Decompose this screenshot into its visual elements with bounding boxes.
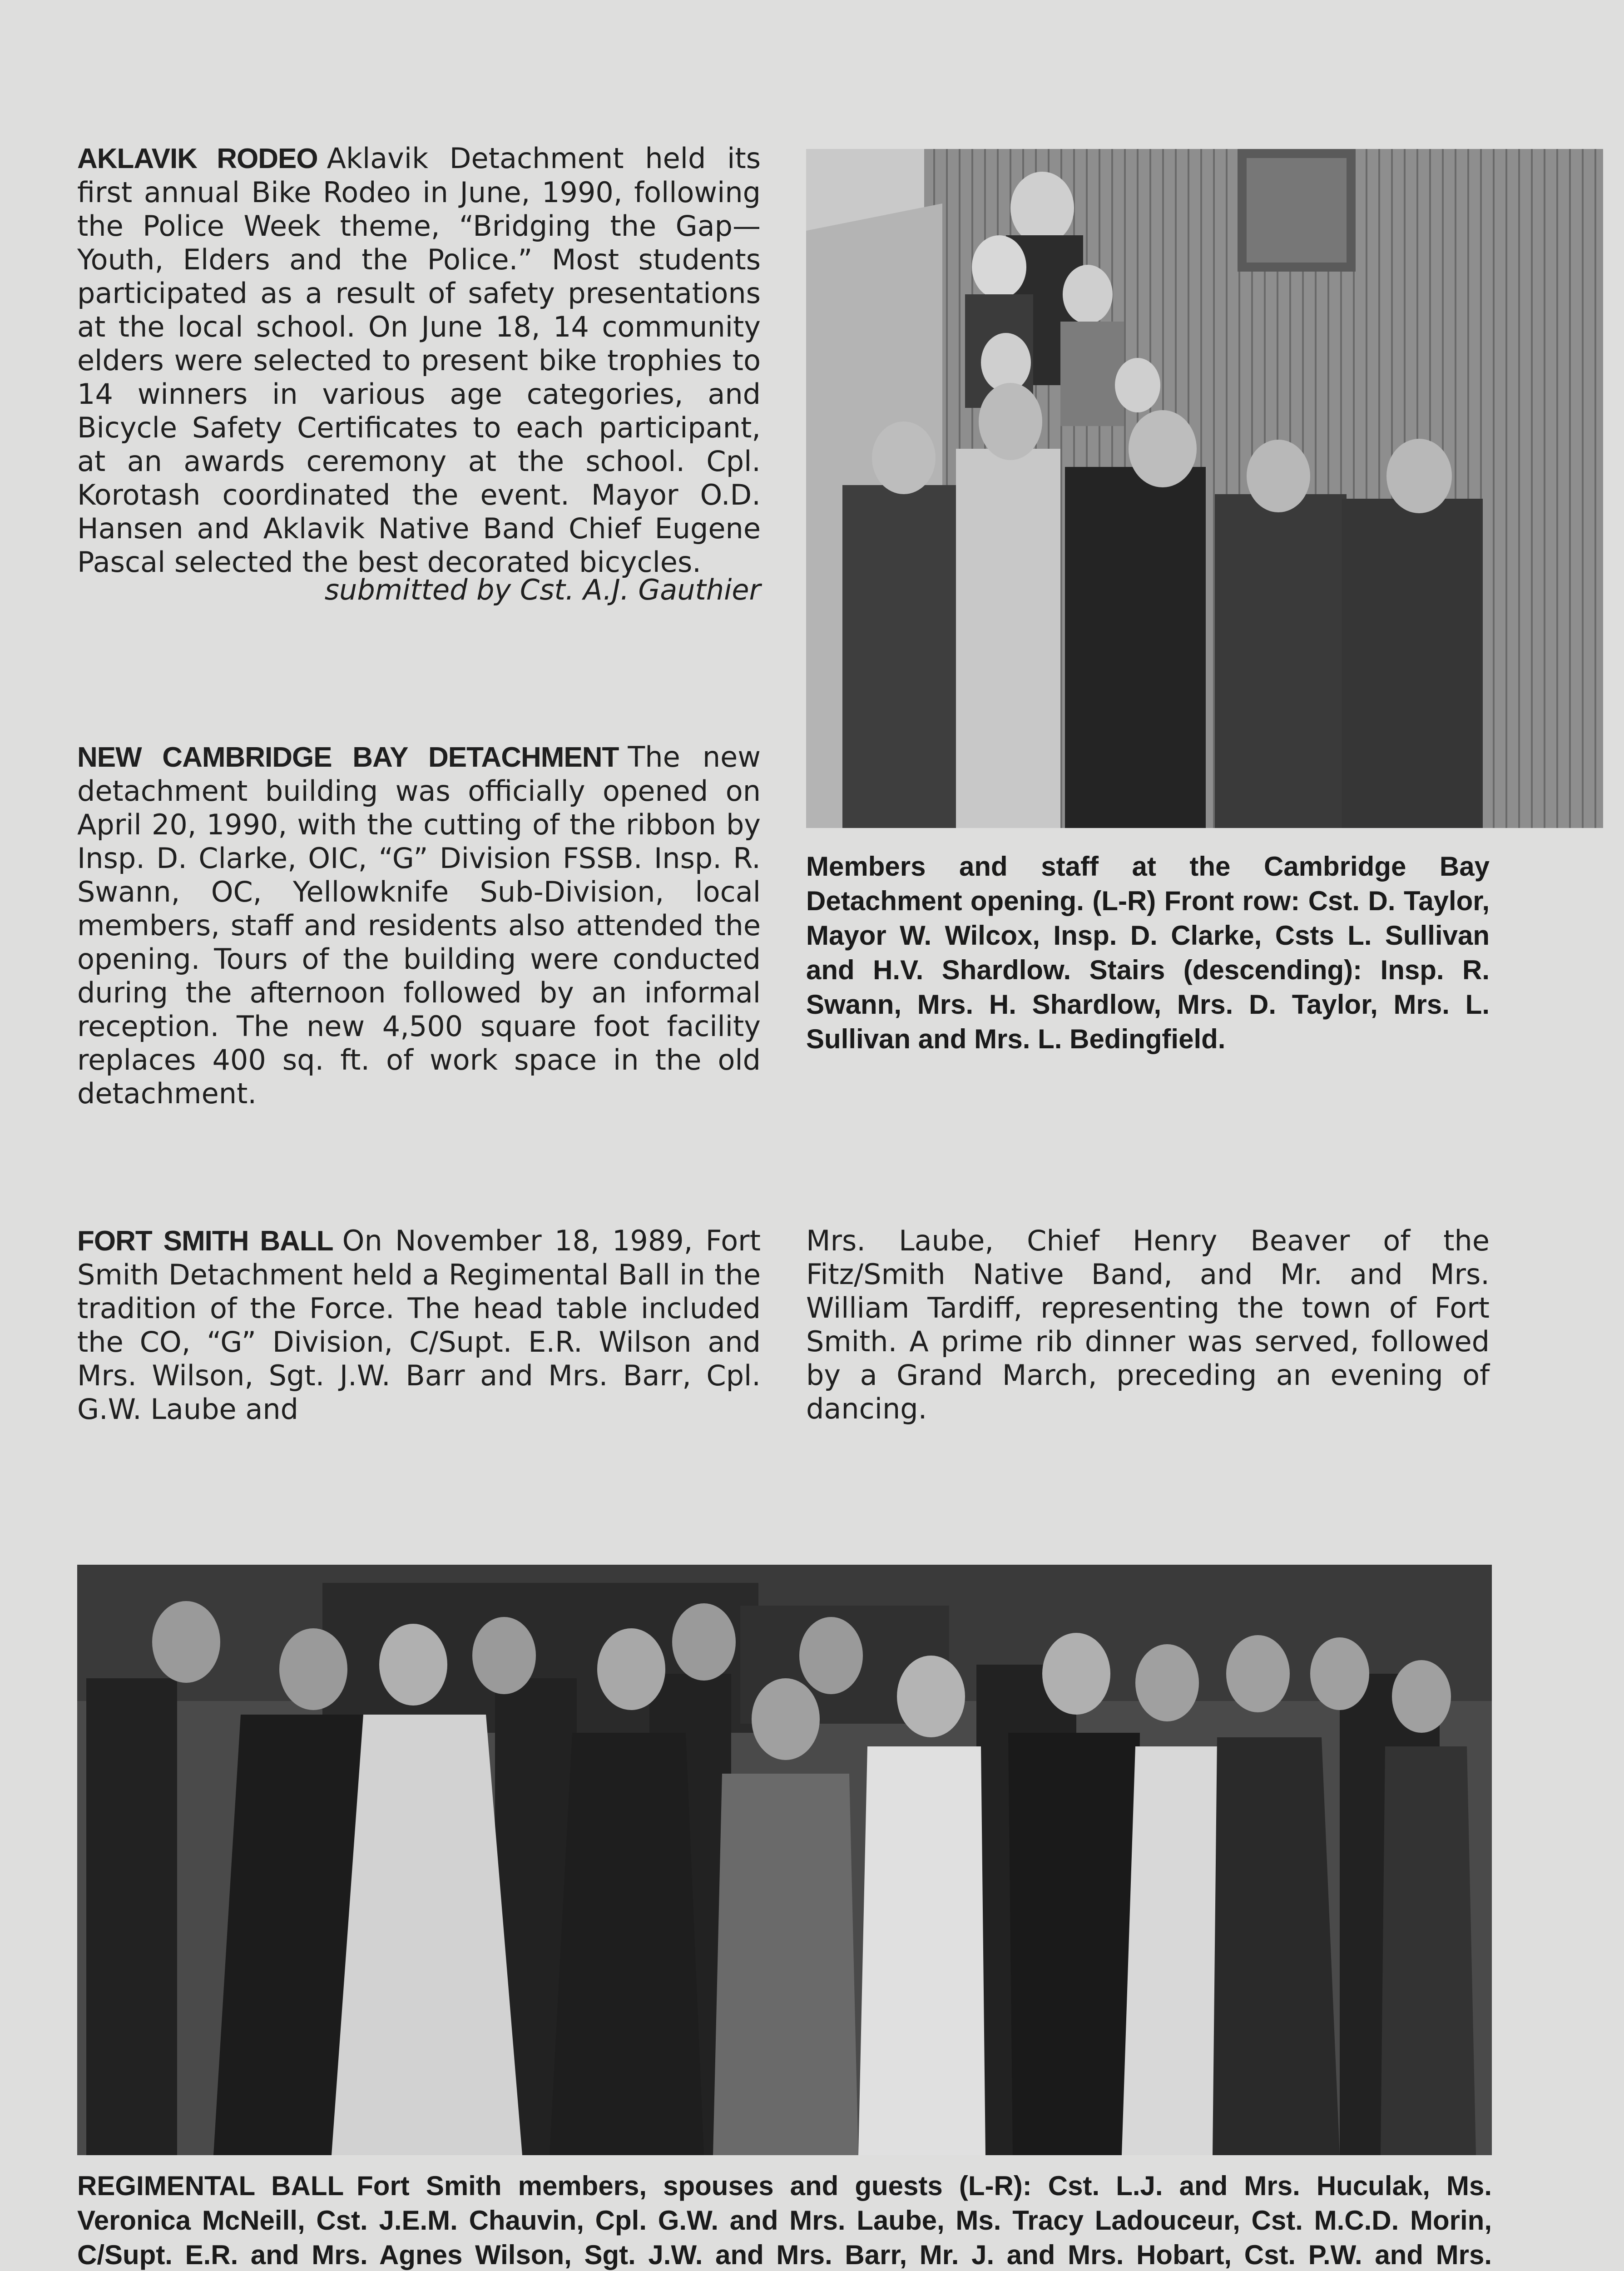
caption-body: Fort Smith members, spouses and guests (L-R): Cst. L.J. and Mrs. Huculak, Ms. Veronica McNeill, Cst. J.E.M. Chauvin, Cpl. G.W. and Mrs. Laube, Ms. Tracy Ladouceur, Cst. M.C.D. Morin, C/Supt. E.R. and Mrs. Agnes Wilson, Sgt. J.W. and Mrs. Barr, Mr. J. and Mrs. Hobart, Cst. P.W. and Mrs. <box>77 2171 1492 2270</box>
caption-headline: REGIMENTAL BALL <box>77 2171 344 2201</box>
article-body: Aklavik Detachment held its first annual Bike Rodeo in June, 1990, following the Police Week theme, “Bridging the Gap—Youth, Elders and the Police.” Most students participated as a result of safety presentations at the local school. On June 18, 14 community elders were selected to present bike trophies to 14 winners in various age categories, and Bicycle Safety Certificates to each participant, at an awards ceremony at the school. Cpl. Korotash coordinated the event. Mayor O.D. Hansen and Aklavik Native Band Chief Eugene Pascal selected the best decorated bicycles. <box>77 142 761 579</box>
article-body: On November 18, 1989, Fort Smith Detachment held a Regimental Ball in the tradition of the Force. The head table included the CO, “G” Division, C/Supt. E.R. Wilson and Mrs. Wilson, Sgt. J.W. Barr and Mrs. Barr, Cpl. G.W. Laube and <box>77 1224 761 1426</box>
article-fort-smith-left <box>77 1224 761 1426</box>
cambridge-photo-caption: Members and staff at the Cambridge Bay Detachment opening. (L-R) Front row: Cst. D. Taylor, Mayor W. Wilcox, Insp. D. Clarke, Csts L. Sullivan and H.V. Shardlow. Stairs (descending): Insp. R. Swann, Mrs. H. Shardlow, Mrs. D. Taylor, Mrs. L. Sullivan and Mrs. L. Bedingfield. <box>806 851 1490 1054</box>
article-fort-smith-right: Mrs. Laube, Chief Henry Beaver of the Fitz/Smith Native Band, and Mr. and Mrs. William Tardiff, representing the town of Fort Smith. A prime rib dinner was served, followed by a Grand March, preceding an evening of dancing. <box>806 1224 1490 1425</box>
article-headline: FORT SMITH BALL <box>77 1225 333 1257</box>
article-body: The new detachment building was officially opened on April 20, 1990, with the cutting of the ribbon by Insp. D. Clarke, OIC, “G” Division FSSB. Insp. R. Swann, OC, Yellowknife Sub-Division, local members, staff and residents also attended the opening. Tours of the building were conducted during the afternoon followed by an informal reception. The new 4,500 square foot facility replaces 400 sq. ft. of work space in the old detachment. <box>77 740 761 1110</box>
regimental-ball-caption <box>77 2169 1492 2271</box>
regimental-ball-photo <box>77 1565 1492 2155</box>
article-cambridge-bay <box>77 740 761 1111</box>
article-headline: AKLAVIK RODEO <box>77 143 318 174</box>
cambridge-bay-photo <box>806 149 1603 828</box>
article-headline: NEW CAMBRIDGE BAY DETACHMENT <box>77 742 619 773</box>
article-byline: submitted by Cst. A.J. Gauthier <box>324 573 761 606</box>
article-aklavik <box>77 142 761 579</box>
